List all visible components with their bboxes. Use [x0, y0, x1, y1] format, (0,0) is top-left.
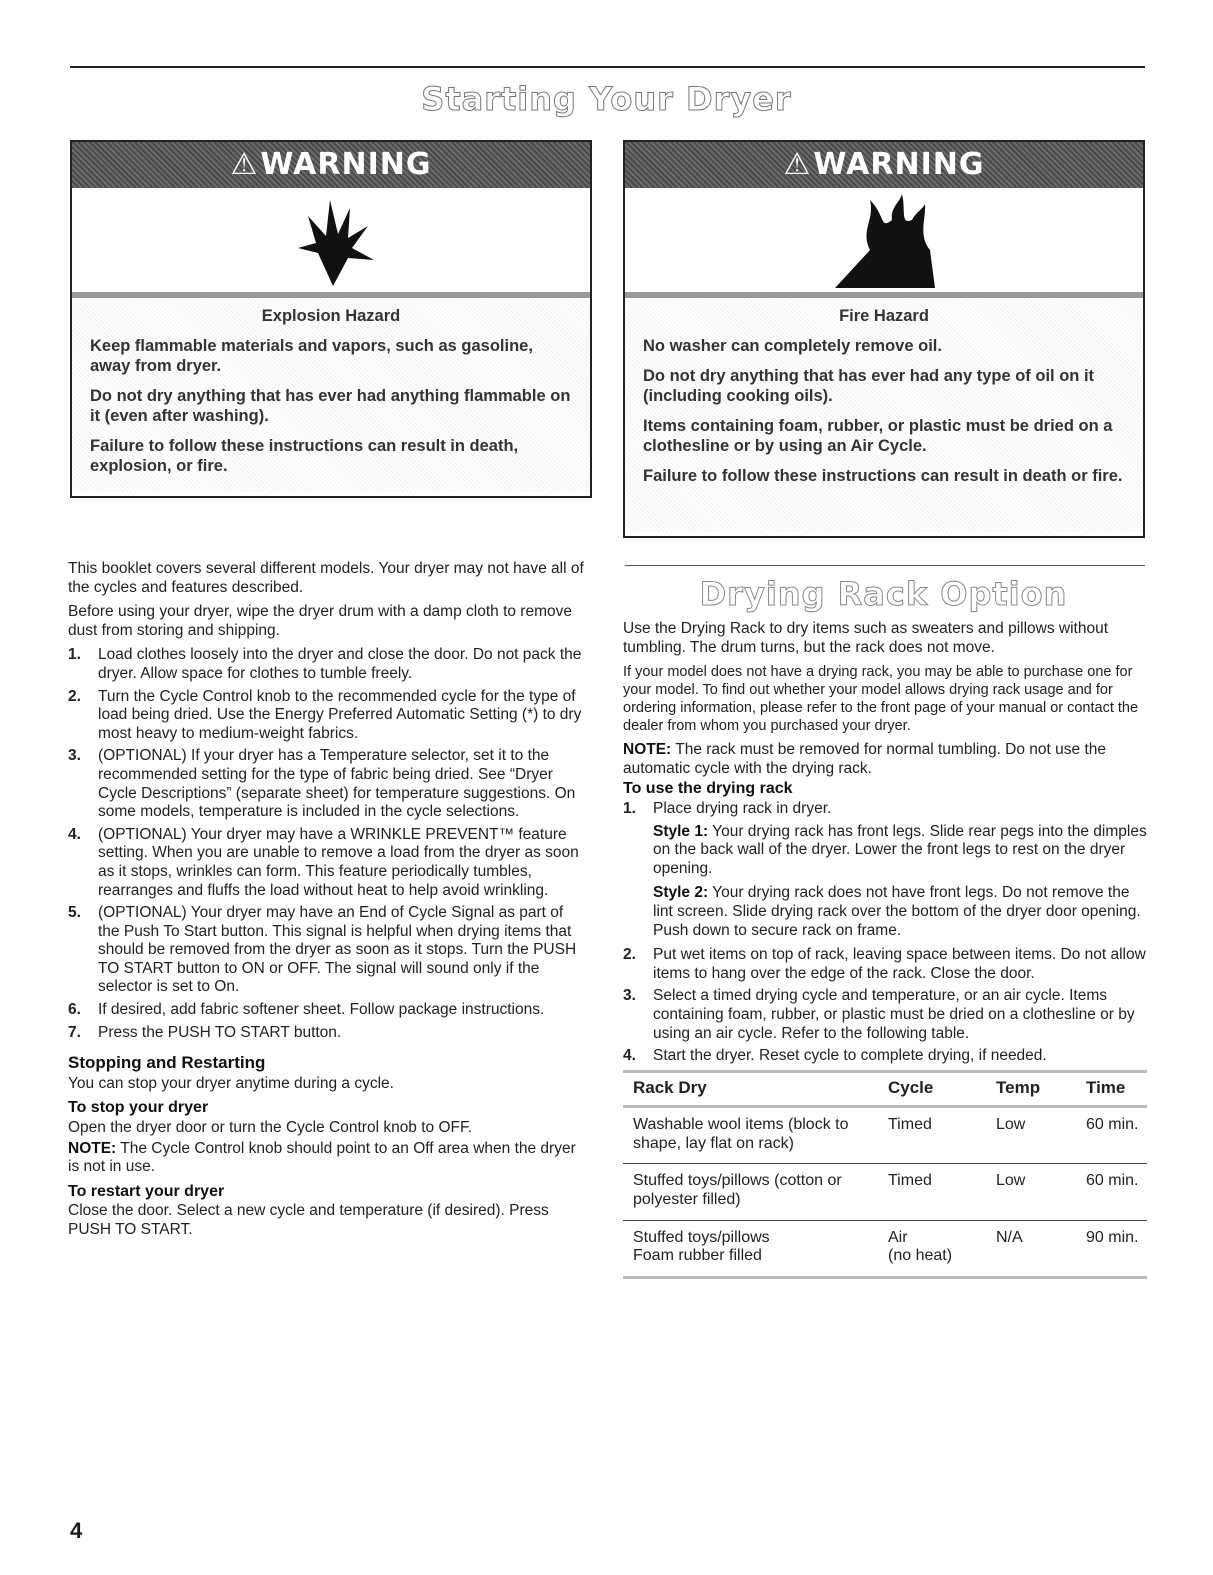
step-number: 4.	[68, 825, 81, 843]
section-rule	[625, 565, 1145, 566]
step-number: 4.	[623, 1047, 636, 1065]
list-item	[68, 826, 588, 900]
warning-line: Failure to follow these instructions can result in death, explosion, or fire.	[90, 437, 519, 475]
step-text: (OPTIONAL) Your dryer may have a WRINKLE PREVENT™ feature setting. When you are unable to remove a load from the dryer as soon as it stops, wrinkles can form. This feature periodically tumbles, rearranges and fluffs the load without heat to help avoid wrinkling.	[98, 825, 579, 899]
step-text: Select a timed drying cycle and temperature, or an air cycle. Items containing foam, rubber, or plastic must be dried on a clothesline or by using an air cycle. Refer to the following table.	[653, 987, 1135, 1042]
top-rule	[70, 66, 1145, 68]
warning-triangle-icon: ⚠	[783, 147, 812, 182]
table-cell: Air (no heat)	[878, 1220, 986, 1277]
note-label: NOTE:	[623, 741, 672, 759]
step-text: Put wet items on top of rack, leaving space between items. Do not allow items to hang over the edge of the rack. Close the door.	[653, 946, 1146, 982]
warning-triangle-icon: ⚠	[230, 147, 259, 182]
warning-line: Failure to follow these instructions can result in death or fire.	[643, 467, 1123, 485]
to-stop-text: Open the dryer door or turn the Cycle Control knob to OFF.	[68, 1119, 473, 1137]
note-text: The Cycle Control knob should point to an Off area when the dryer is not in use.	[68, 1139, 576, 1176]
note-label: NOTE:	[68, 1139, 117, 1157]
note-text: The rack must be removed for normal tumbling. Do not use the automatic cycle with the drying rack.	[623, 741, 1106, 777]
list-item	[623, 800, 1147, 819]
use-rack-heading: To use the drying rack	[623, 780, 793, 798]
table-cell: Low	[986, 1107, 1076, 1164]
list-item	[68, 646, 588, 683]
start-steps-list	[68, 646, 588, 1042]
hazard-title: Fire Hazard	[839, 307, 929, 325]
left-column	[68, 560, 588, 1246]
warning-header	[72, 142, 590, 188]
rack-intro: Use the Drying Rack to dry items such as sweaters and pillows without tumbling. The drum turns, but the rack does not move.	[623, 620, 1109, 656]
table-row	[623, 1164, 1147, 1220]
to-stop-heading: To stop your dryer	[68, 1099, 209, 1117]
table-cell: Stuffed toys/pillows (cotton or polyester filled)	[623, 1164, 878, 1220]
step-text: If desired, add fabric softener sheet. Follow package instructions.	[98, 1001, 545, 1019]
step-number: 1.	[623, 799, 636, 817]
table-cell: Low	[986, 1164, 1076, 1220]
step-number: 1.	[68, 646, 81, 664]
step-number: 6.	[68, 1001, 81, 1019]
step-text: Turn the Cycle Control knob to the recommended cycle for the type of load being dried. Use the Energy Preferred Automatic Setting (*) to dry most heavy to medium-weight fabrics.	[98, 687, 582, 742]
explosion-warning-box	[70, 140, 592, 498]
list-item	[68, 747, 588, 821]
warning-header	[625, 142, 1143, 188]
warning-line: Keep flammable materials and vapors, such as gasoline, away from dryer.	[90, 337, 533, 375]
page-title: Starting Your Dryer	[421, 80, 792, 118]
table-cell: 60 min.	[1076, 1164, 1147, 1220]
page-number: 4	[70, 1518, 83, 1543]
list-item	[623, 1047, 1147, 1066]
step-text: (OPTIONAL) Your dryer may have an End of Cycle Signal as part of the Push To Start button. This signal is helpful when drying items that should be removed from the dryer as soon as it stops. Turn the PUSH TO START button to ON or OFF. The signal will sound only if the selector is set to On.	[98, 904, 577, 996]
table-cell: Timed	[878, 1107, 986, 1164]
rack-steps-list-continued	[623, 946, 1147, 1066]
step-number: 5.	[68, 904, 81, 922]
hazard-title: Explosion Hazard	[261, 307, 401, 325]
style-label: Style 2:	[653, 884, 709, 902]
step-number: 3.	[623, 987, 636, 1005]
section-title: Drying Rack Option	[699, 575, 1068, 613]
column-header: Temp	[986, 1071, 1076, 1107]
list-item	[623, 987, 1147, 1043]
step-text: Place drying rack in dryer.	[653, 799, 832, 817]
warning-body	[72, 298, 590, 492]
warning-body	[625, 298, 1143, 532]
table-header-row	[623, 1071, 1147, 1107]
style-2-paragraph	[623, 884, 1147, 940]
step-number: 2.	[623, 946, 636, 964]
table-cell: N/A	[986, 1220, 1076, 1277]
step-text: Press the PUSH TO START button.	[98, 1023, 342, 1041]
table-cell: 90 min.	[1076, 1220, 1147, 1277]
fire-icon	[830, 190, 940, 290]
column-header: Rack Dry	[623, 1071, 878, 1107]
style-label: Style 1:	[653, 822, 709, 840]
list-item	[68, 688, 588, 744]
list-item	[68, 1001, 588, 1020]
style-text: Your drying rack has front legs. Slide rear pegs into the dimples on the back wall of the dryer. Lower the front legs to rest on the dryer opening.	[653, 822, 1147, 877]
warning-line: No washer can completely remove oil.	[643, 337, 942, 355]
list-item	[68, 904, 588, 997]
fire-icon-area	[625, 188, 1143, 298]
fire-warning-box	[623, 140, 1145, 538]
table-row	[623, 1107, 1147, 1164]
table-row	[623, 1220, 1147, 1277]
note-paragraph	[68, 1140, 588, 1177]
warning-label: WARNING	[813, 147, 985, 182]
style-1-paragraph	[623, 823, 1147, 879]
to-restart-text: Close the door. Select a new cycle and temperature (if desired). Press PUSH TO START.	[68, 1202, 549, 1238]
explosion-icon-area	[72, 188, 590, 298]
style-text: Your drying rack does not have front legs. Do not remove the lint screen. Slide drying rack over the bottom of the dryer door opening. Push down to secure rack on frame.	[653, 884, 1141, 939]
stopping-heading: Stopping and Restarting	[68, 1053, 266, 1073]
rack-steps-list	[623, 800, 1147, 819]
column-header: Cycle	[878, 1071, 986, 1107]
stopping-text: You can stop your dryer anytime during a cycle.	[68, 1074, 394, 1092]
intro-paragraph: This booklet covers several different models. Your dryer may not have all of the cycles and features described.	[68, 560, 584, 596]
step-number: 2.	[68, 687, 81, 705]
list-item	[68, 1024, 588, 1043]
warning-label: WARNING	[260, 147, 432, 182]
table-cell: 60 min.	[1076, 1107, 1147, 1164]
step-number: 7.	[68, 1023, 81, 1041]
table-cell: Washable wool items (block to shape, lay flat on rack)	[623, 1107, 878, 1164]
intro-paragraph: Before using your dryer, wipe the dryer drum with a damp cloth to remove dust from storing and shipping.	[68, 603, 572, 639]
step-text: Start the dryer. Reset cycle to complete drying, if needed.	[653, 1047, 1047, 1065]
to-restart-heading: To restart your dryer	[68, 1182, 225, 1200]
rack-purchase-info: If your model does not have a drying rack, you may be able to purchase one for your model. To find out whether your model allows drying rack usage and for ordering information, please refer to the front page of your manual or contact the dealer from whom you purchased your dryer.	[623, 664, 1139, 735]
rack-dry-table	[623, 1070, 1147, 1279]
note-paragraph	[623, 741, 1147, 778]
table-cell: Timed	[878, 1164, 986, 1220]
explosion-icon	[288, 198, 378, 288]
list-item	[623, 946, 1147, 983]
step-text: (OPTIONAL) If your dryer has a Temperature selector, set it to the recommended setting for the type of fabric being dried. See “Dryer Cycle Descriptions” (separate sheet) for temperature suggestions. On some models, temperature is included in the cycle selections.	[98, 747, 576, 821]
right-column	[623, 620, 1147, 1279]
warning-line: Items containing foam, rubber, or plastic must be dried on a clothesline or by using an Air Cycle.	[643, 417, 1113, 455]
step-text: Load clothes loosely into the dryer and close the door. Do not pack the dryer. Allow space for clothes to tumble freely.	[98, 646, 582, 682]
table-cell: Stuffed toys/pillows Foam rubber filled	[623, 1220, 878, 1277]
column-header: Time	[1076, 1071, 1147, 1107]
warning-line: Do not dry anything that has ever had any type of oil on it (including cooking oils).	[643, 367, 1095, 405]
warning-line: Do not dry anything that has ever had anything flammable on it (even after washing).	[90, 387, 571, 425]
step-number: 3.	[68, 747, 81, 765]
